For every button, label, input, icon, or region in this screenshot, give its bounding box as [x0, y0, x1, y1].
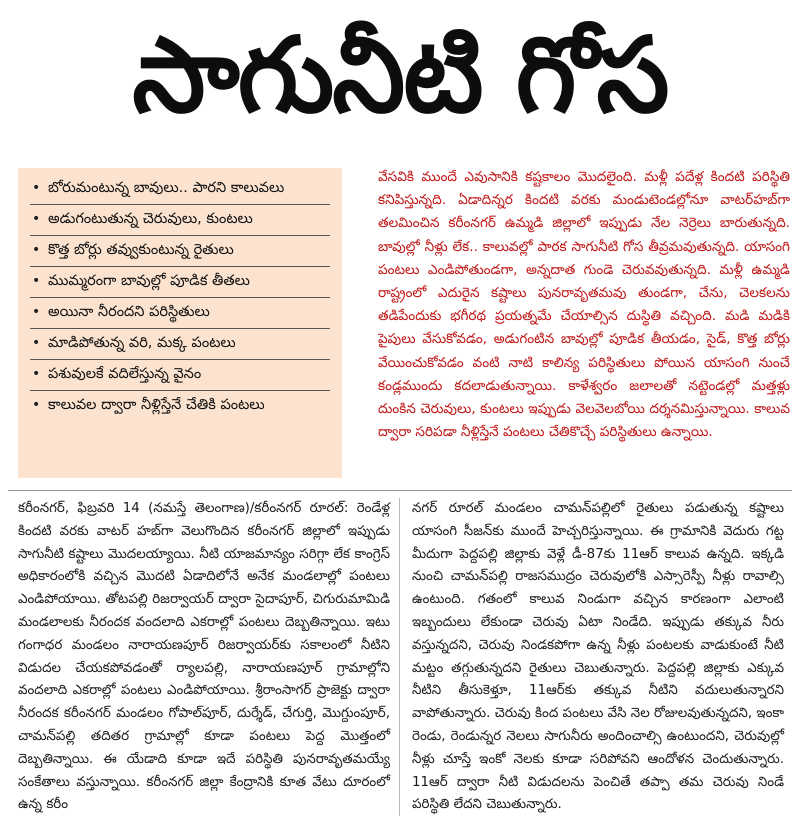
key-points-list — [30, 174, 330, 421]
key-points-box — [18, 168, 342, 478]
key-point: • అయినా నీరందని పరిస్థితులు — [30, 298, 330, 329]
key-point: • అడుగంటుతున్న చెరువులు, కుంటలు — [30, 205, 330, 236]
key-point: • పశువులకే వదిలేస్తున్న వైనం — [30, 360, 330, 391]
key-point: • మాడిపోతున్న వరి, మక్క పంటలు — [30, 329, 330, 360]
article-column-right — [412, 498, 784, 817]
intro-paragraph — [378, 166, 790, 444]
article-text-right: నగర్ రూరల్ మండలం చామన్‌పల్లిలో రైతులు పడుతున్న కష్టాలు యాసంగి సీజన్‌కు ముందే హెచ్చరిస్తున్నాయి. ఈ గ్రామానికి వెదురు గట్ట మీదుగా పెద్దపల్లి జిల్లాకు వెళ్లే డీ-87కు 11ఆర్ కాలువ ఉన్నది. ఇక్కడి నుంచి చామన్‌పల్లి రాజసముద్రం చెరువులోకి ఎస్సారెస్పీ నీళ్లు రావాల్సి ఉంటుంది. గతంలో కాలువ నిండుగా వచ్చిన కారణంగా ఎలాంటి ఇబ్బందులు లేకుండా చెరువు ఏటా నిండేది. ఇప్పుడు తక్కువ నీరు వస్తున్నదని, చెరువు నిండకపోగా ఉన్న నీళ్లు పంటలకు వాడుకుంటే నీటి మట్టం తగ్గుతున్నదని రైతులు చెబుతున్నారు. పెద్దపల్లి జిల్లాకు ఎక్కువ నీటిని తీసుకెళ్తూ, 11ఆర్‌కు తక్కువ నీటిని వదులుతున్నారని వాపోతున్నారు. చెరువు కింద పంటలు వేసి నెల రోజులవుతున్నదని, ఇంకా రెండు, రెండున్నర నెలలు సాగునీరు అందించాల్సి ఉంటుందని, చెరువుల్లో నీళ్లు చూస్తే ఇంకో నెలకు కూడా సరిపోవని ఆందోళన చెందుతున్నారు. 11ఆర్ ద్వారా నీటి విడుదలను పెంచితే తప్పా తమ చెరువు నిండే పరిస్థితి లేదని చెబుతున్నారు. — [412, 501, 784, 813]
intro-text: వేసవికి ముందే ఎవుసానికి కష్టకాలం మొదలైంది. మళ్లీ పదేళ్ల కిందటి పరిస్థితి కనిపిస్తున్నది. ఏడాదిన్నర కిందటి వరకు మండుటెండల్లోనూ వాటర్‌హబ్‌గా తలమించిన కరీంనగర్ ఉమ్మడి జిల్లాలో ఇప్పుడు నేల నెర్రెలు బారుతున్నది. బావుల్లో నీళ్లు లేక.. కాలువల్లో పారక సాగునీటి గోస తీవ్రమవుతున్నది. యాసంగి పంటలు ఎండిపోతుండగా, అన్నదాత గుండె చెరువవుతున్నది. మళ్లీ ఉమ్మడి రాష్ట్రంలో ఎదురైన కష్టాలు పునరావృతమవు తుండగా, చేను, చెలకలను తడిపేందుకు భగీరథ ప్రయత్నమే చేయాల్సిన దుస్థితి వచ్చింది. మడి మడికి పైపులు వేసుకోవడం, అడుగంటిన బావుల్లో పూడిక తీయడం, సైడ్, కొత్త బోర్లు వేయించుకోవడం వంటి నాటి కాలిన్య పరిస్థితులు పోయిన యాసంగి నుంచే కండ్లముందు కదలాడుతున్నాయి. కాళేశ్వరం జలాలతో నట్టెండల్లో మత్తళ్లు దుంకిన చెరువులు, కుంటలు ఇప్పుడు వెలవెలబోయి దర్శనమిస్తున్నాయి. కాలువ ద్వారా సరిపడా నీళ్లిస్తేనే పంటలు చేతికొచ్చే పరిస్థితులు ఉన్నాయి. — [378, 169, 790, 441]
key-point: • కొత్త బోర్లు తవ్వుకుంటున్న రైతులు — [30, 236, 330, 267]
section-divider — [8, 490, 792, 491]
column-divider — [399, 498, 400, 816]
article-column-left — [18, 498, 390, 817]
key-point: • ముమ్మరంగా బావుల్లో పూడిక తీతలు — [30, 267, 330, 298]
page-headline: సాగునీటి గోస — [132, 14, 668, 136]
key-point: • కాలువల ద్వారా నీళ్లిస్తేనే చేతికి పంటలు — [30, 391, 330, 421]
article-text-left: కరీంనగర్, ఫిబ్రవరి 14 (నమస్తే తెలంగాణ)/కరీంనగర్ రూరల్: రెండేళ్ల కిందటి వరకు వాటర్ హబ్‌గా వెలుగొందిన కరీంనగర్ జిల్లాలో ఇప్పుడు సాగునీటి కష్టాలు మొదలయ్యాయి. నీటి యాజమాన్యం సరిగ్గా లేక కాంగ్రెస్ అధికారంలోకి వచ్చిన మొదటి ఏడాదిలోనే అనేక మండలాల్లో పంటలు ఎండిపోయాయి. తోటపల్లి రిజర్వాయర్ ద్వారా సైదాపూర్, చిగురుమామిడి మండలాలకు నీరందక వందలాది ఎకరాల్లో పంటలు దెబ్బతిన్నాయి. ఇటు గంగాధర మండలం నారాయణపూర్ రిజర్వాయర్‌కు సకాలంలో నీటిని విడుదల చేయకపోవడంతో ర్యాలపల్లి, నారాయణపూర్ గ్రామాల్లోని వందలాది ఎకరాల్లో పంటలు ఎండిపోయాయి. శ్రీరాంసాగర్ ప్రాజెక్టు ద్వారా నీరందక కరీంనగర్ మండలం గోపాల్‌పూర్, దుర్శేడ్, చేగుర్తి, మొగ్దుంపూర్, చామన్‌పల్లి తదితర గ్రామాల్లో కూడా పంటలు పెద్ద మొత్తంలో దెబ్బతిన్నాయి. ఈ యేడాది కూడా ఇదే పరిస్థితి పునరావృతమయ్యే సంకేతాలు వస్తున్నాయి. కరీంనగర్ జిల్లా కేంద్రానికి కూత వేటు దూరంలో ఉన్న కరీం — [18, 501, 390, 813]
key-point: • బోరుమంటున్న బావులు.. పారని కాలువలు — [30, 174, 330, 205]
